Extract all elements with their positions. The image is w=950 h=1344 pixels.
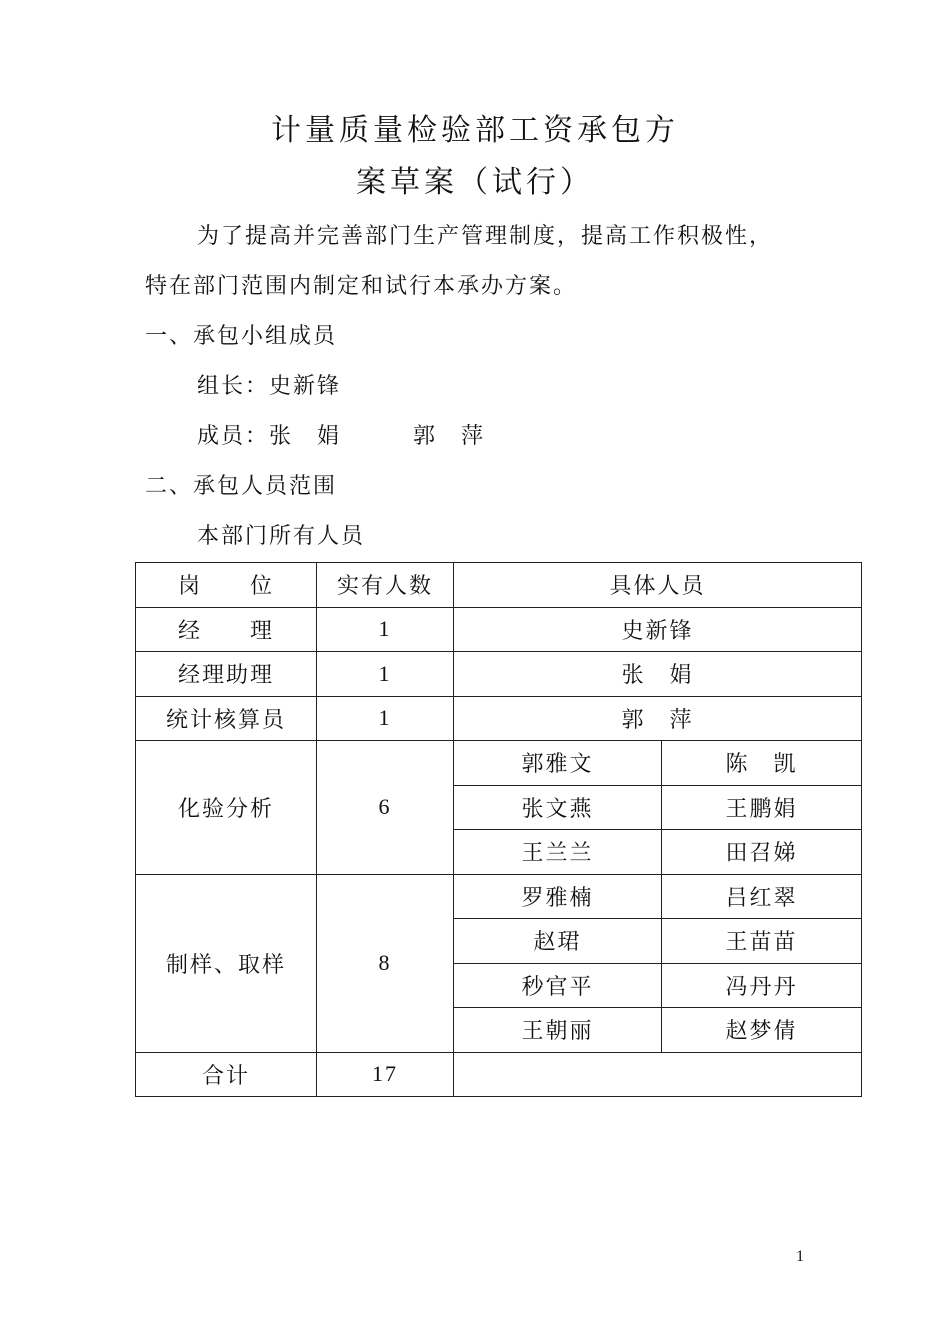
table-row (136, 874, 862, 919)
table-row (136, 607, 862, 652)
count-cell: 1 (317, 607, 454, 652)
document-title-line2: 案草案（试行） (356, 165, 594, 200)
post-cell-sampling: 制样、取样 (136, 874, 317, 1052)
section1-heading: 一、承包小组成员 (145, 324, 338, 349)
group-member-2: 郭 萍 (413, 424, 486, 449)
document-title-line1: 计量质量检验部工资承包方 (271, 113, 679, 148)
people-cell: 史新锋 (454, 607, 862, 652)
staff-table (135, 562, 862, 1097)
group-members (197, 419, 485, 450)
intro-paragraph-line1: 为了提高并完善部门生产管理制度，提高工作积极性， (197, 224, 774, 249)
section2-heading: 二、承包人员范围 (145, 474, 338, 499)
table-row (136, 696, 862, 741)
person-cell: 田召娣 (662, 830, 862, 875)
person-cell: 吕红翠 (662, 874, 862, 919)
page-number: 1 (796, 1248, 804, 1265)
person-cell: 陈 凯 (662, 741, 862, 786)
person-cell: 赵珺 (454, 919, 662, 964)
person-cell: 王鹏娟 (662, 785, 862, 830)
post-cell: 经 理 (136, 607, 317, 652)
post-cell: 统计核算员 (136, 696, 317, 741)
people-cell: 郭 萍 (454, 696, 862, 741)
total-people-empty (454, 1052, 862, 1097)
person-cell: 王兰兰 (454, 830, 662, 875)
total-count: 17 (317, 1052, 454, 1097)
count-cell: 1 (317, 652, 454, 697)
post-cell-lab: 化验分析 (136, 741, 317, 875)
header-count: 实有人数 (317, 563, 454, 608)
count-cell: 1 (317, 696, 454, 741)
person-cell: 郭雅文 (454, 741, 662, 786)
people-cell: 张 娟 (454, 652, 862, 697)
person-cell: 冯丹丹 (662, 963, 862, 1008)
header-people: 具体人员 (454, 563, 862, 608)
total-label: 合计 (136, 1052, 317, 1097)
intro-paragraph-line2: 特在部门范围内制定和试行本承办方案。 (145, 274, 578, 299)
person-cell: 罗雅楠 (454, 874, 662, 919)
table-row (136, 741, 862, 786)
header-post: 岗 位 (136, 563, 317, 608)
person-cell: 赵梦倩 (662, 1008, 862, 1053)
person-cell: 王朝丽 (454, 1008, 662, 1053)
person-cell: 张文燕 (454, 785, 662, 830)
section2-note: 本部门所有人员 (197, 524, 366, 549)
count-cell-sampling: 8 (317, 874, 454, 1052)
table-header-row (136, 563, 862, 608)
count-cell-lab: 6 (317, 741, 454, 875)
table-total-row (136, 1052, 862, 1097)
person-cell: 秒官平 (454, 963, 662, 1008)
group-members-label: 成员：张 娟 (197, 424, 342, 449)
post-cell: 经理助理 (136, 652, 317, 697)
person-cell: 王苗苗 (662, 919, 862, 964)
group-leader: 组长：史新锋 (197, 374, 342, 399)
table-row (136, 652, 862, 697)
